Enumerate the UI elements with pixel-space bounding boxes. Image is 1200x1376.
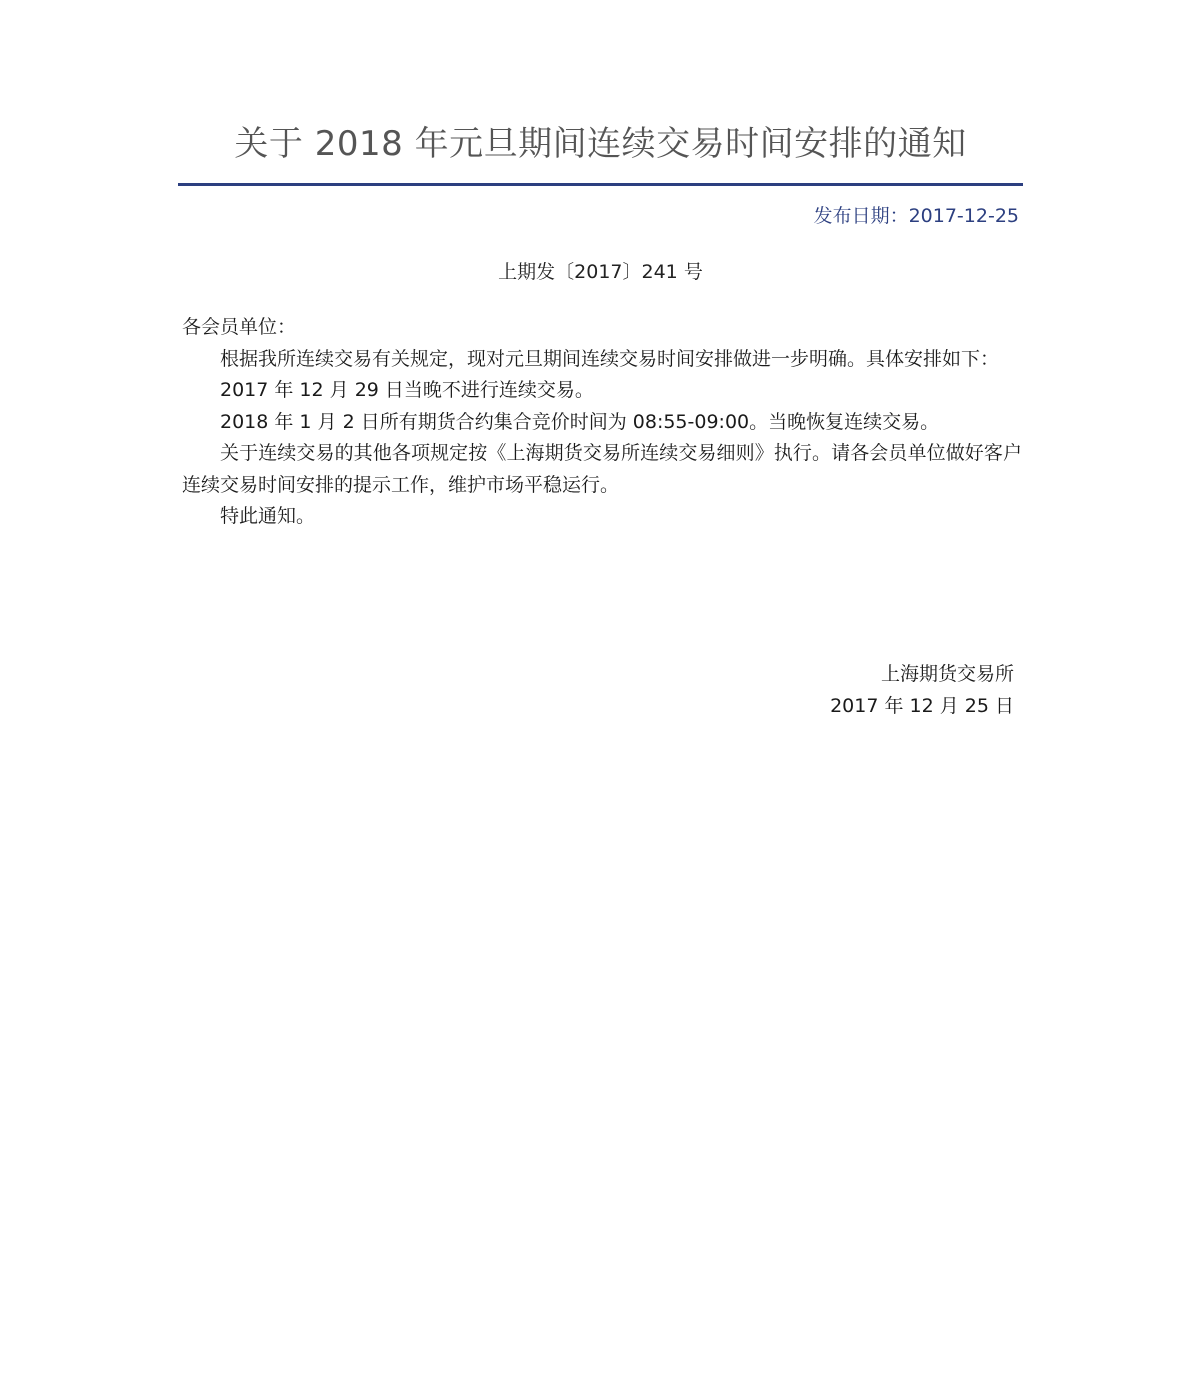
paragraph-closing: 特此通知。 bbox=[220, 505, 316, 527]
signature-block bbox=[830, 658, 1014, 722]
paragraph-intro: 根据我所连续交易有关规定，现对元旦期间连续交易时间安排做进一步明确。具体安排如下： bbox=[220, 347, 1000, 370]
document-number: 上期发〔2017〕241 号 bbox=[498, 261, 703, 283]
title-divider bbox=[178, 183, 1023, 186]
paragraph-item-2: 2018 年 1 月 2 日所有期货合约集合竞价时间为 08:55-09:00。当晚恢复连续交易。 bbox=[220, 410, 940, 433]
salutation: 各会员单位： bbox=[182, 316, 297, 338]
publish-date: 发布日期：2017-12-25 bbox=[813, 205, 1019, 227]
page-title: 关于 2018 年元旦期间连续交易时间安排的通知 bbox=[234, 124, 967, 164]
paragraph-item-1: 2017 年 12 月 29 日当晚不进行连续交易。 bbox=[220, 379, 594, 401]
signature-organization: 上海期货交易所 bbox=[880, 663, 1014, 685]
notice-body bbox=[182, 312, 1022, 533]
paragraph-rules: 关于连续交易的其他各项规定按《上海期货交易所连续交易细则》执行。请各会员单位做好客户连续交易时间安排的提示工作，维护市场平稳运行。 bbox=[182, 442, 1022, 496]
signature-date: 2017 年 12 月 25 日 bbox=[830, 695, 1014, 717]
